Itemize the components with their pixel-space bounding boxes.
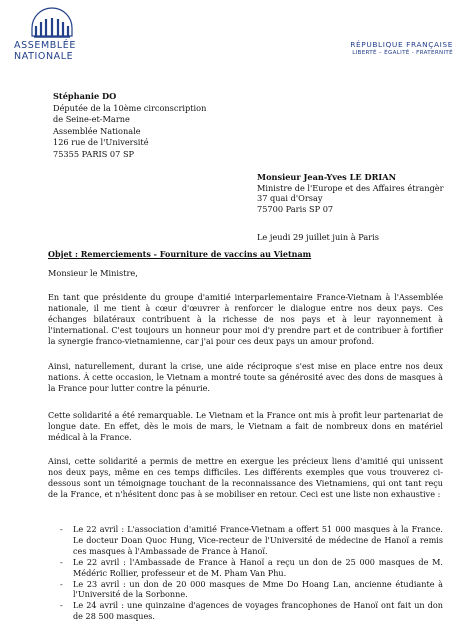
sender-line: Assemblée Nationale <box>53 125 141 136</box>
sender-line: 75355 PARIS 07 SP <box>53 148 135 159</box>
salutation: Monsieur le Ministre, <box>48 268 138 278</box>
recipient-block <box>257 172 444 214</box>
sender-line: 126 rue de l'Université <box>53 137 149 148</box>
donation-list <box>60 524 443 622</box>
republic-title: RÉPUBLIQUE FRANÇAISE <box>350 40 453 49</box>
list-item-text: Le 24 avril : une quinzaine d'agences de voyages francophones de Hanoï ont fait un don de 28 500 masques. <box>73 600 443 622</box>
republic-header <box>350 40 453 56</box>
recipient-line: Ministre de l'Europe et des Affaires étrangèr <box>257 182 444 193</box>
list-item: - Le 23 avril : un don de 20 000 masques de Mme Do Hoang Lan, ancienne étudiante à l'Université de la Sorbonne. <box>60 578 443 600</box>
hemicycle-icon <box>30 6 74 38</box>
assemblee-nationale-logo <box>14 6 94 66</box>
logo-line-1: ASSEMBLÉE <box>14 40 76 51</box>
letter-date: Le jeudi 29 juillet juin à Paris <box>257 232 379 242</box>
body-paragraph: En tant que présidente du groupe d'amitié interparlementaire France-Vietnam à l'Assemblée nationale, il me tient à cœur d'œuvrer à renforcer le dialogue entre nos deux pays. Ces échanges bilatéraux contribuent à la richesse de nos pays et à leur rayonnement à l'international. C'est toujours un honneur pour moi d'y prendre part et de contribuer à fortifier la synergie franco-vietnamienne, car j'ai pour ces deux pays un amour profond. <box>48 292 443 346</box>
sender-line: de Seine-et-Marne <box>53 114 130 125</box>
recipient-line: 75700 Paris SP 07 <box>257 203 334 214</box>
republic-motto: LIBERTÉ – ÉGALITÉ - FRATERNITÉ <box>352 50 453 56</box>
body-paragraph: Ainsi, cette solidarité a permis de mettre en exergue les précieux liens d'amitié qui unissent nos deux pays, même en ces temps difficiles. Les différents exemples que vous trouverez ci-dessous sont un témoignage touchant de la reconnaissance des Vietnamiens, qui ont tant reçu de la France, et n'hésitent donc pas à se mobiliser en retour. Ceci est une liste non exhaustive : <box>48 456 443 499</box>
list-item-text: Le 23 avril : un don de 20 000 masques de Mme Do Hoang Lan, ancienne étudiante à l'Université de la Sorbonne. <box>73 578 443 600</box>
list-item: - Le 24 avril : une quinzaine d'agences de voyages francophones de Hanoï ont fait un don de 28 500 masques. <box>60 600 443 622</box>
body-paragraph: Cette solidarité a été remarquable. Le Vietnam et la France ont mis à profit leur partenariat de longue date. En effet, dès le mois de mars, le Vietnam a fait de nombreux dons en matériel médical à la France. <box>48 410 443 442</box>
letter-subject: Objet : Remerciements - Fourniture de vaccins au Vietnam <box>48 249 312 259</box>
recipient-line: 37 quai d'Orsay <box>257 193 323 204</box>
logo-line-2: NATIONALE <box>14 51 74 62</box>
list-item: - Le 22 avril : l'Ambassade de France à Hanoï a reçu un don de 25 000 masques de M. Médéric Rollier, professeur et de M. Pham Van Phu. <box>60 556 443 578</box>
sender-line: Députée de la 10ème circonscription <box>53 102 207 113</box>
recipient-name: Monsieur Jean-Yves LE DRIAN <box>257 172 397 182</box>
sender-name: Stéphanie DO <box>53 91 117 101</box>
body-paragraph: Ainsi, naturellement, durant la crise, une aide réciproque s'est mise en place entre nos deux nations. À cette occasion, le Vietnam a montré toute sa générosité avec des dons de masques à la France pour lutter contre la pénurie. <box>48 361 443 393</box>
list-item: - Le 22 avril : L'association d'amitié France-Vietnam a offert 51 000 masques à la France. Le docteur Doan Quoc Hung, Vice-recteur de l'Université de médecine de Hanoï a remis ces masques à l'Ambassade de France à Hanoï. <box>60 524 443 556</box>
sender-block <box>53 91 206 161</box>
list-item-text: Le 22 avril : l'Ambassade de France à Hanoï a reçu un don de 25 000 masques de M. Médéric Rollier, professeur et de M. Pham Van Phu. <box>73 556 443 578</box>
list-item-text: Le 22 avril : L'association d'amitié France-Vietnam a offert 51 000 masques à la France. Le docteur Doan Quoc Hung, Vice-recteur de l'Université de médecine de Hanoï a remis ces masques à l'Ambassade de France à Hanoï. <box>73 524 443 556</box>
